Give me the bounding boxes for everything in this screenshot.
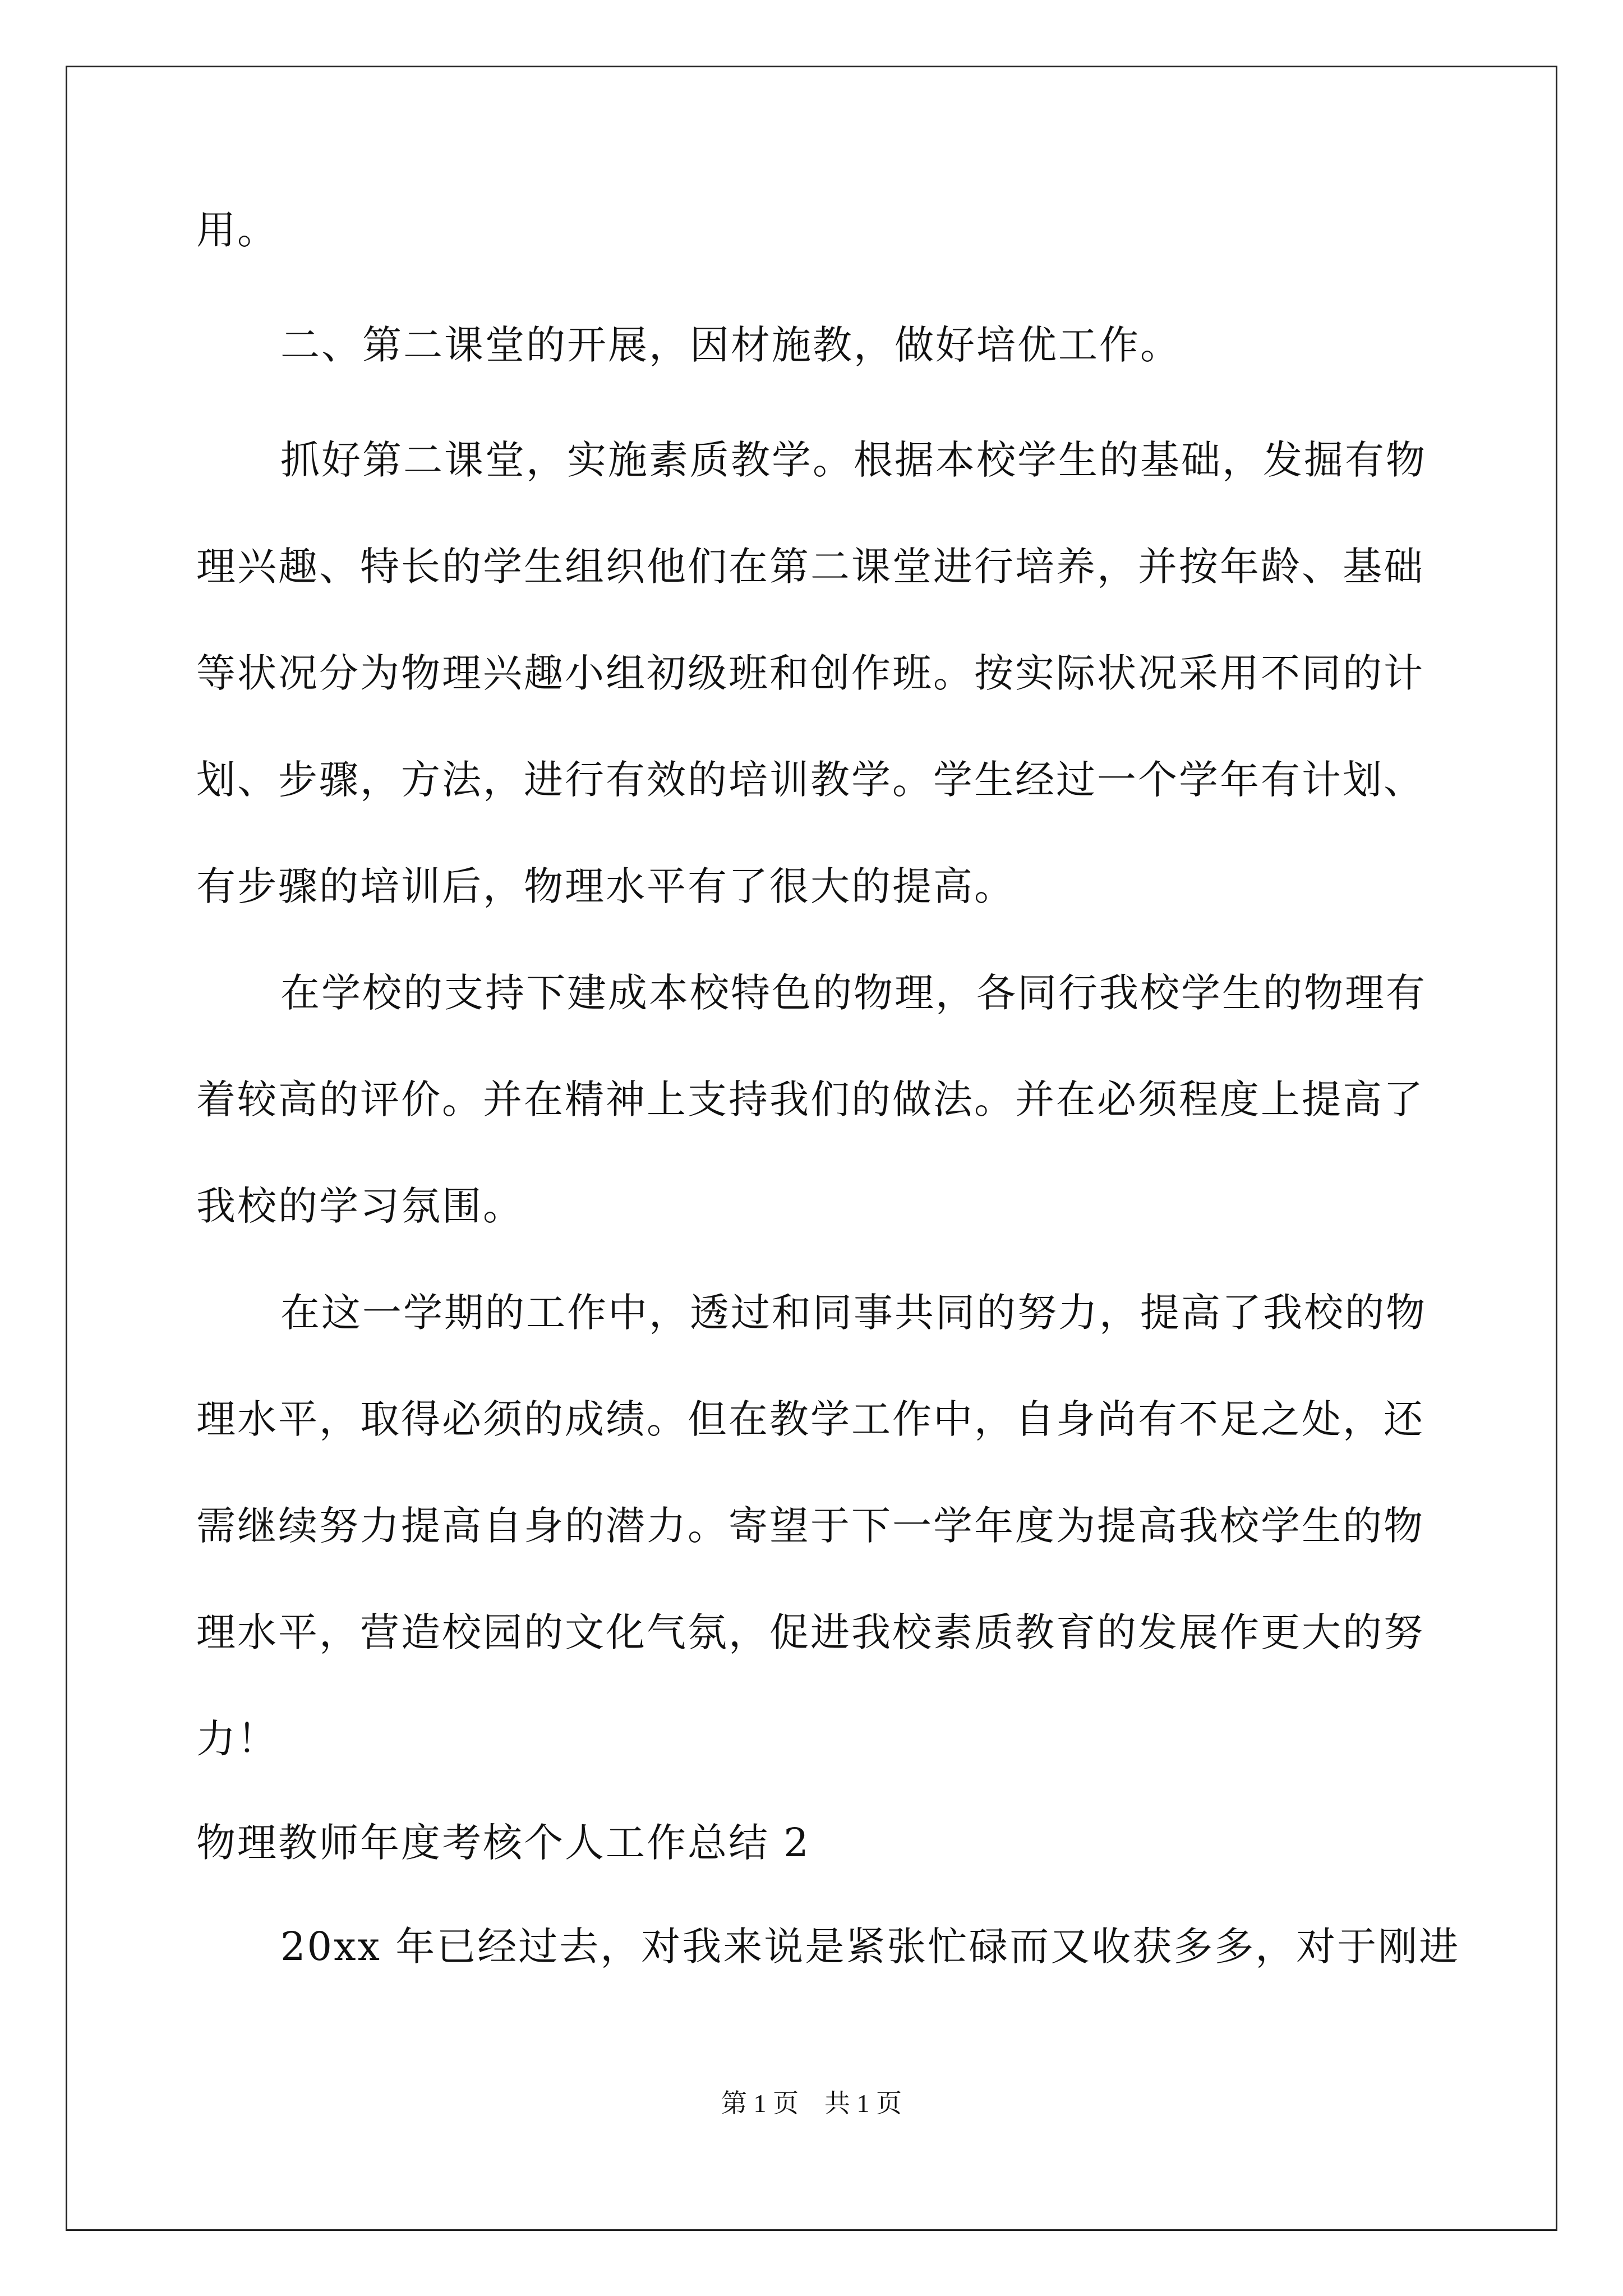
paragraph-line: 在学校的支持下建成本校特色的物理，各同行我校学生的物理有	[280, 970, 1427, 1016]
paragraph-line: 理水平，营造校园的文化气氛，促进我校素质教育的发展作更大的努	[196, 1609, 1424, 1655]
paragraph-line: 我校的学习氛围。	[196, 1183, 524, 1229]
paragraph-line: 等状况分为物理兴趣小组初级班和创作班。按实际状况采用不同的计	[196, 650, 1424, 696]
page-border	[66, 66, 1557, 2231]
paragraph-line: 划、步骤，方法，进行有效的培训教学。学生经过一个学年有计划、	[196, 757, 1424, 803]
paragraph-line: 抓好第二课堂，实施素质教学。根据本校学生的基础，发掘有物	[280, 437, 1427, 483]
paragraph-line: 用。	[196, 207, 278, 253]
paragraph-line: 力！	[196, 1716, 278, 1762]
paragraph-line: 20xx 年已经过去，对我来说是紧张忙碌而又收获多多，对于刚进	[280, 1924, 1460, 1970]
paragraph-line: 理水平，取得必须的成绩。但在教学工作中，自身尚有不足之处，还	[196, 1396, 1424, 1442]
section-title: 物理教师年度考核个人工作总结 2	[196, 1820, 810, 1866]
paragraph-line: 需继续努力提高自身的潜力。寄望于下一学年度为提高我校学生的物	[196, 1503, 1424, 1549]
paragraph-line: 有步骤的培训后，物理水平有了很大的提高。	[196, 863, 1015, 909]
section-heading: 二、第二课堂的开展，因材施教，做好培优工作。	[280, 322, 1181, 368]
paragraph-line: 着较高的评价。并在精神上支持我们的做法。并在必须程度上提高了	[196, 1076, 1424, 1122]
paragraph-line: 在这一学期的工作中，透过和同事共同的努力，提高了我校的物	[280, 1290, 1427, 1336]
paragraph-line: 理兴趣、特长的学生组织他们在第二课堂进行培养，并按年龄、基础	[196, 544, 1424, 590]
page-footer: 第 1 页 共 1 页	[721, 2089, 902, 2118]
